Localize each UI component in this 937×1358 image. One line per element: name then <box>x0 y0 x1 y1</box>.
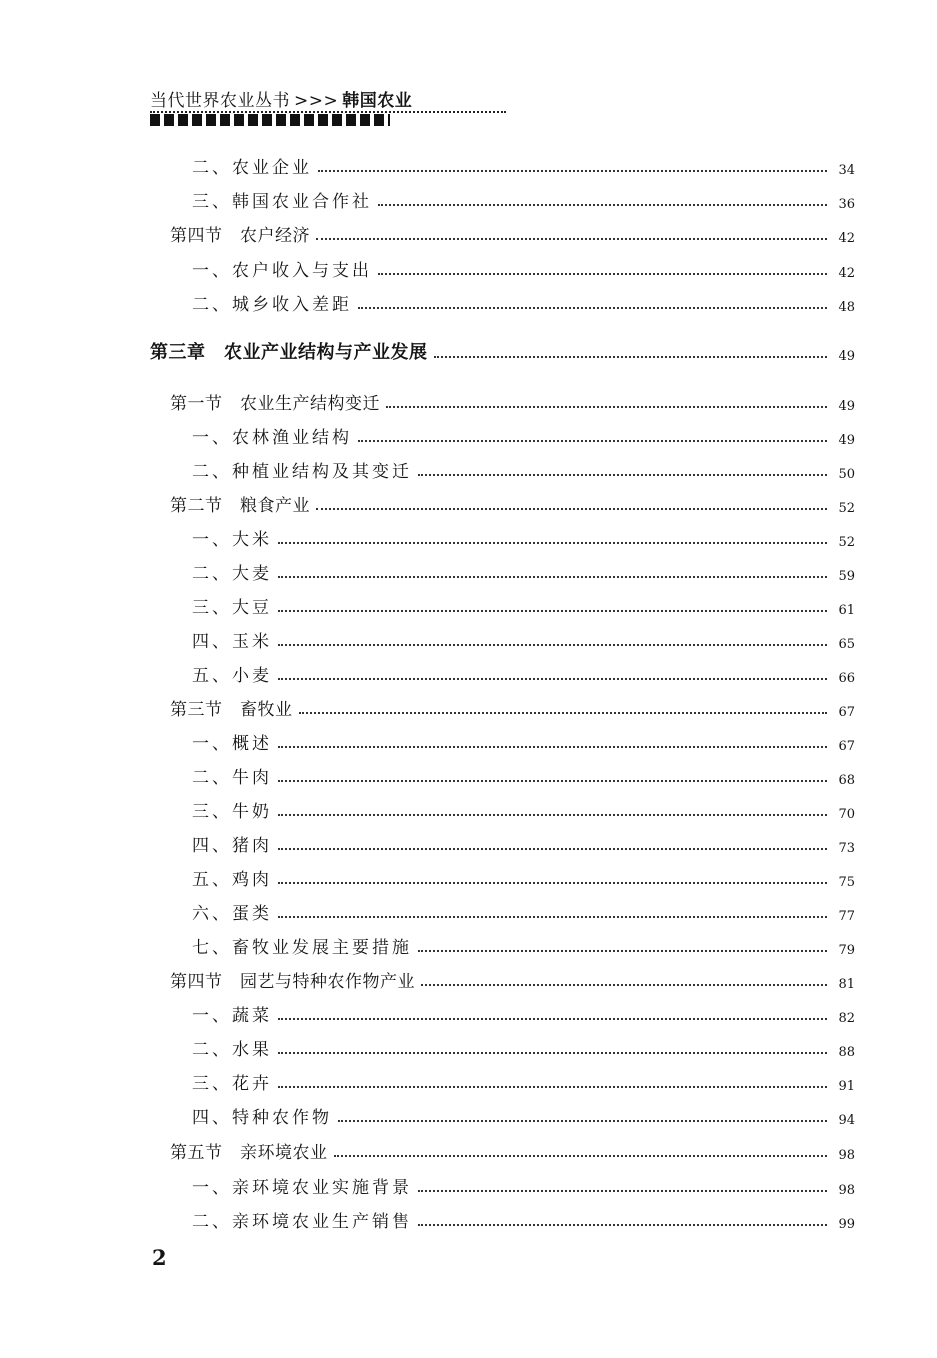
dot-leader <box>418 1190 827 1192</box>
dot-leader <box>278 916 827 918</box>
dot-leader <box>278 882 827 884</box>
toc-page-number: 68 <box>838 773 855 788</box>
toc-page-number: 48 <box>838 300 855 315</box>
toc-item-row[interactable] <box>192 932 855 958</box>
toc-item-row[interactable] <box>192 1068 855 1094</box>
toc-page-number: 36 <box>838 197 855 212</box>
toc-page-number: 99 <box>838 1217 855 1232</box>
dot-leader <box>316 508 827 510</box>
toc-entry-title: 三、花卉 <box>192 1074 272 1094</box>
toc-section-row[interactable] <box>170 694 855 720</box>
dot-leader <box>278 542 827 544</box>
dot-leader <box>378 204 827 206</box>
dot-leader <box>278 644 827 646</box>
toc-item-row[interactable] <box>192 186 855 212</box>
toc-item-row[interactable] <box>192 152 855 178</box>
toc-page-number: 91 <box>838 1079 855 1094</box>
dot-leader <box>378 273 827 275</box>
toc-item-row[interactable] <box>192 660 855 686</box>
toc-entry-title: 六、蛋类 <box>192 904 272 924</box>
toc-item-row[interactable] <box>192 1034 855 1060</box>
dot-leader <box>278 780 827 782</box>
toc-item-row[interactable] <box>192 796 855 822</box>
toc-page-number: 42 <box>838 231 855 246</box>
toc-entry-title: 二、农业企业 <box>192 158 312 178</box>
dot-leader <box>278 576 827 578</box>
toc-item-row[interactable] <box>192 1000 855 1026</box>
toc-entry-title: 第三章 农业产业结构与产业发展 <box>150 342 428 363</box>
toc-item-row[interactable] <box>192 422 855 448</box>
dot-leader <box>278 610 827 612</box>
toc-page-number: 73 <box>838 841 855 856</box>
toc-page-number: 66 <box>838 671 855 686</box>
toc-item-row[interactable] <box>192 558 855 584</box>
toc-entry-title: 一、蔬菜 <box>192 1006 272 1026</box>
dot-leader <box>338 1120 827 1122</box>
toc-entry-title: 一、概述 <box>192 734 272 754</box>
toc-item-row[interactable] <box>192 592 855 618</box>
toc-page-number: 88 <box>838 1045 855 1060</box>
toc-entry-title: 二、种植业结构及其变迁 <box>192 462 412 482</box>
toc-page-number: 94 <box>838 1113 855 1128</box>
dot-leader <box>358 440 827 442</box>
toc-entry-title: 三、大豆 <box>192 598 272 618</box>
toc-entry-title: 四、玉米 <box>192 632 272 652</box>
page-number: 2 <box>152 1245 167 1270</box>
toc-item-row[interactable] <box>192 524 855 550</box>
dot-leader <box>386 406 827 408</box>
book-title: 韩国农业 <box>342 91 413 111</box>
toc-entry-title: 三、牛奶 <box>192 802 272 822</box>
dot-leader <box>421 984 827 986</box>
toc-entry-title: 二、大麦 <box>192 564 272 584</box>
dot-leader <box>278 1052 827 1054</box>
dot-leader <box>418 1224 827 1226</box>
toc-entry-title: 第四节 农户经济 <box>170 226 310 246</box>
toc-chapter-row[interactable] <box>150 338 855 364</box>
toc-entry-title: 五、小麦 <box>192 666 272 686</box>
header-block-bar <box>150 114 390 126</box>
toc-item-row[interactable] <box>192 255 855 281</box>
dot-leader <box>278 1018 827 1020</box>
toc-item-row[interactable] <box>192 289 855 315</box>
toc-item-row[interactable] <box>192 456 855 482</box>
toc-entry-title: 一、农林渔业结构 <box>192 428 352 448</box>
toc-page-number: 49 <box>838 349 855 364</box>
toc-entry-title: 第一节 农业生产结构变迁 <box>170 394 380 414</box>
toc-entry-title: 四、特种农作物 <box>192 1108 332 1128</box>
toc-page-number: 75 <box>838 875 855 890</box>
toc-section-row[interactable] <box>170 388 855 414</box>
toc-item-row[interactable] <box>192 728 855 754</box>
toc-entry-title: 第五节 亲环境农业 <box>170 1143 328 1163</box>
toc-page-number: 49 <box>838 399 855 414</box>
toc-section-row[interactable] <box>170 220 855 246</box>
toc-item-row[interactable] <box>192 898 855 924</box>
toc-page-number: 98 <box>838 1148 855 1163</box>
toc-page-number: 52 <box>838 501 855 516</box>
toc-page-number: 42 <box>838 266 855 281</box>
toc-item-row[interactable] <box>192 1172 855 1198</box>
toc-page-number: 98 <box>838 1183 855 1198</box>
header-dotted-rule <box>150 111 506 113</box>
toc-entry-title: 二、牛肉 <box>192 768 272 788</box>
toc-section-row[interactable] <box>170 966 855 992</box>
dot-leader <box>278 848 827 850</box>
dot-leader <box>418 950 827 952</box>
dot-leader <box>434 356 828 358</box>
toc-entry-title: 一、农户收入与支出 <box>192 261 372 281</box>
dot-leader <box>358 307 827 309</box>
toc-page-number: 67 <box>838 705 855 720</box>
toc-page-number: 70 <box>838 807 855 822</box>
dot-leader <box>278 814 827 816</box>
toc-page-number: 50 <box>838 467 855 482</box>
toc-section-row[interactable] <box>170 490 855 516</box>
toc-page-number: 77 <box>838 909 855 924</box>
toc-item-row[interactable] <box>192 830 855 856</box>
toc-item-row[interactable] <box>192 864 855 890</box>
toc-entry-title: 一、大米 <box>192 530 272 550</box>
dot-leader <box>278 678 827 680</box>
toc-page-number: 82 <box>838 1011 855 1026</box>
toc-entry-title: 三、韩国农业合作社 <box>192 192 372 212</box>
dot-leader <box>418 474 827 476</box>
dot-leader <box>316 238 827 240</box>
toc-entry-title: 四、猪肉 <box>192 836 272 856</box>
series-title: 当代世界农业丛书 <box>150 91 290 111</box>
toc-item-row[interactable] <box>192 1102 855 1128</box>
toc-page-number: 67 <box>838 739 855 754</box>
toc-entry-title: 七、畜牧业发展主要措施 <box>192 938 412 958</box>
toc-page-number: 61 <box>838 603 855 618</box>
toc-item-row[interactable] <box>192 1206 855 1232</box>
toc-page-number: 65 <box>838 637 855 652</box>
toc-section-row[interactable] <box>170 1137 855 1163</box>
toc-entry-title: 一、亲环境农业实施背景 <box>192 1178 412 1198</box>
toc-entry-title: 二、城乡收入差距 <box>192 295 352 315</box>
dot-leader <box>278 1086 827 1088</box>
toc-entry-title: 二、水果 <box>192 1040 272 1060</box>
toc-page-number: 79 <box>838 943 855 958</box>
dot-leader <box>299 712 828 714</box>
toc-page-number: 49 <box>838 433 855 448</box>
header-arrows: >>> <box>294 91 339 111</box>
dot-leader <box>334 1155 828 1157</box>
toc-page-number: 34 <box>838 163 855 178</box>
toc-item-row[interactable] <box>192 626 855 652</box>
toc-entry-title: 第二节 粮食产业 <box>170 496 310 516</box>
dot-leader <box>318 170 827 172</box>
toc-page-number: 59 <box>838 569 855 584</box>
toc-entry-title: 五、鸡肉 <box>192 870 272 890</box>
toc-item-row[interactable] <box>192 762 855 788</box>
toc-page-number: 52 <box>838 535 855 550</box>
toc-entry-title: 第四节 园艺与特种农作物产业 <box>170 972 415 992</box>
toc-entry-title: 二、亲环境农业生产销售 <box>192 1212 412 1232</box>
running-header <box>150 86 412 111</box>
toc-entry-title: 第三节 畜牧业 <box>170 700 293 720</box>
dot-leader <box>278 746 827 748</box>
toc-page-number: 81 <box>838 977 855 992</box>
